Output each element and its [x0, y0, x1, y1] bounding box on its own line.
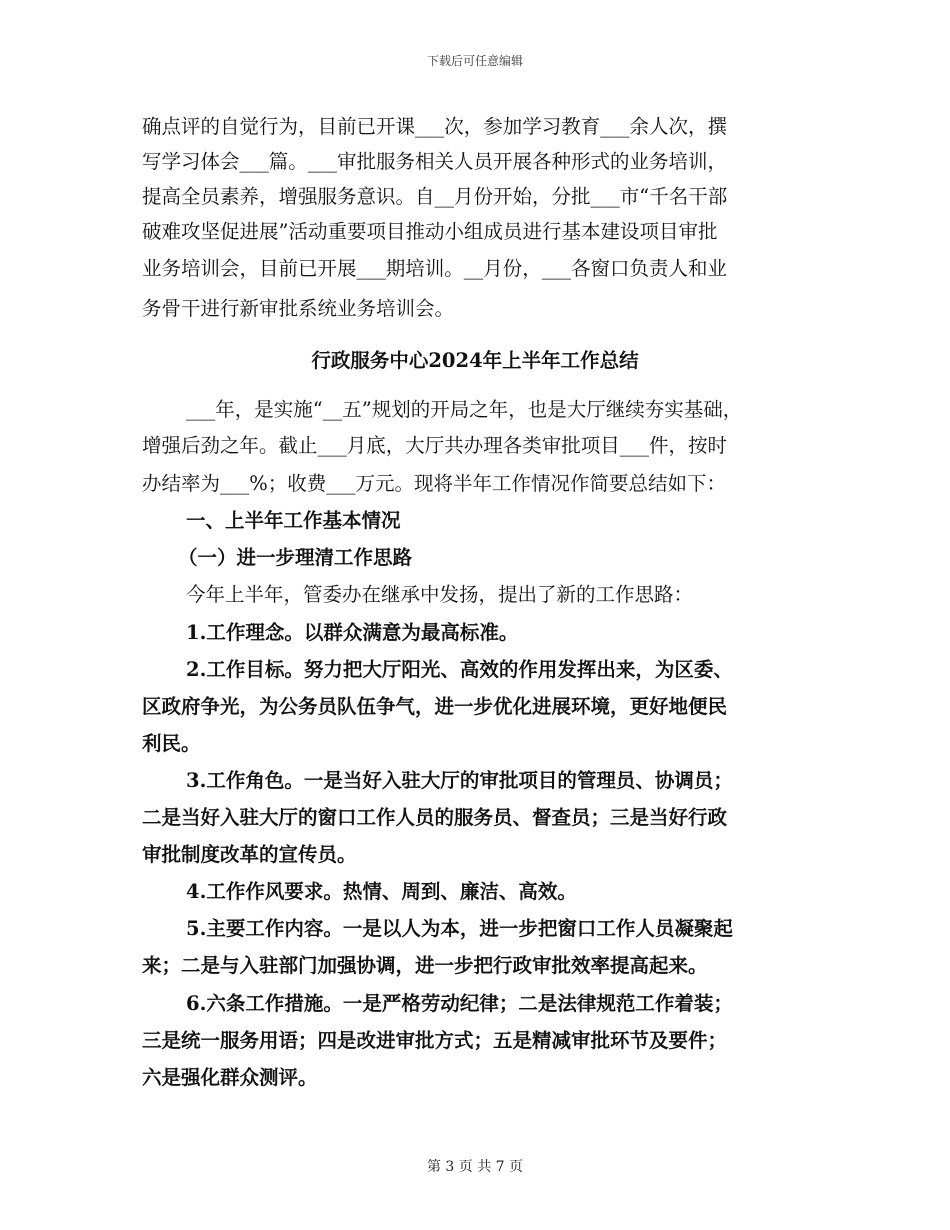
text-line: 写学习体会___篇。___审批服务相关人员开展各种形式的业务培训，	[142, 150, 728, 173]
subsection-heading: （一）进一步理清工作思路	[178, 546, 413, 569]
list-item-continuation: 审批制度改革的宣传员。	[142, 843, 357, 866]
list-item-continuation: 区政府争光，为公务员队伍争气，进一步优化进展环境，更好地便民	[142, 695, 728, 718]
document-title: 行政服务中心2024年上半年工作总结	[311, 349, 639, 372]
list-item: 4.工作作风要求。热情、周到、廉洁、高效。	[186, 880, 577, 903]
text-line: ___年，是实施“__五”规划的开局之年，也是大厅继续夯实基础，	[186, 398, 743, 421]
list-item-continuation: 利民。	[142, 732, 201, 755]
list-item-continuation: 二是当好入驻大厅的窗口工作人员的服务员、督查员；三是当好行政	[142, 806, 728, 829]
list-item: 1.工作理念。以群众满意为最高标准。	[186, 621, 519, 644]
list-item-continuation: 六是强化群众测评。	[142, 1066, 318, 1089]
list-item: 3.工作角色。一是当好入驻大厅的审批项目的管理员、协调员；	[186, 769, 733, 792]
page-number: 第 3 页 共 7 页	[426, 1159, 524, 1175]
list-item: 6.六条工作措施。一是严格劳动纪律；二是法律规范工作着装；	[186, 992, 733, 1015]
text-line: 业务培训会，目前已开展___期培训。__月份，___各窗口负责人和业	[142, 257, 728, 280]
list-item-continuation: 来；二是与入驻部门加强协调，进一步把行政审批效率提高起来。	[142, 954, 708, 977]
list-item: 5.主要工作内容。一是以人为本，进一步把窗口工作人员凝聚起	[186, 917, 733, 940]
lead-paragraph: 今年上半年，管委办在继承中发扬，提出了新的工作思路：	[186, 583, 694, 606]
text-line: 务骨干进行新审批系统业务培训会。	[142, 297, 455, 320]
text-line: 确点评的自觉行为，目前已开课___次，参加学习教育___余人次，撰	[142, 115, 728, 138]
list-item: 2.工作目标。努力把大厅阳光、高效的作用发挥出来，为区委、	[186, 658, 733, 681]
page-header-note: 下载后可任意编辑	[426, 54, 523, 68]
text-line: 提高全员素养，增强服务意识。自__月份开始，分批___市“千名干部	[142, 185, 728, 208]
text-line: 破难攻坚促进展”活动重要项目推动小组成员进行基本建设项目审批	[142, 220, 718, 243]
list-item-continuation: 三是统一服务用语；四是改进审批方式；五是精减审批环节及要件；	[142, 1029, 728, 1052]
section-heading: 一、上半年工作基本情况	[186, 509, 401, 532]
text-line: 增强后劲之年。截止___月底，大厅共办理各类审批项目___件，按时	[142, 434, 728, 457]
text-line: 办结率为___%；收费___万元。现将半年工作情况作简要总结如下：	[142, 472, 727, 495]
